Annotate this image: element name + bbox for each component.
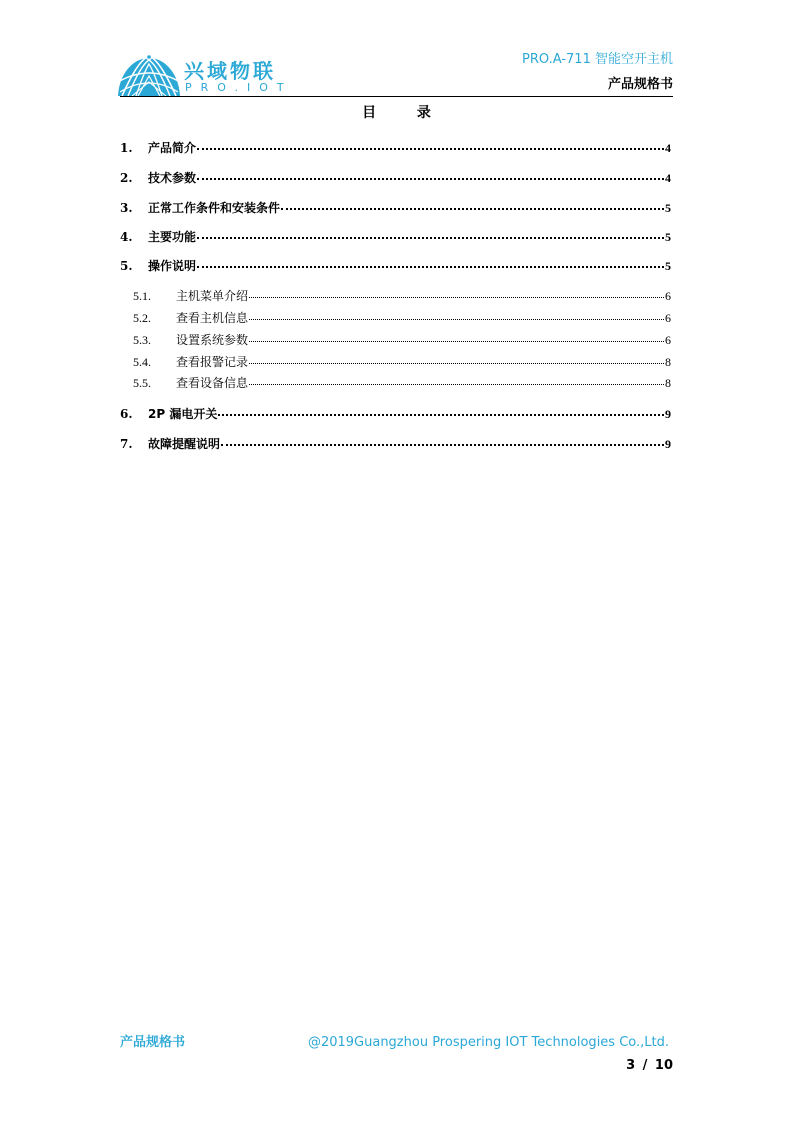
- toc-entry-4[interactable]: [120, 229, 671, 245]
- toc-entry-label: 产品简介: [148, 141, 197, 155]
- toc-dot-leader: [249, 363, 664, 364]
- toc-entry-number: 4.: [120, 230, 133, 244]
- footer-document-type: 产品规格书: [120, 1035, 186, 1050]
- toc-entry-page: 6: [665, 333, 671, 347]
- toc-entry-5-1[interactable]: [120, 288, 671, 304]
- toc-entry-5-2[interactable]: [120, 310, 671, 326]
- toc-entry-5[interactable]: [120, 258, 671, 274]
- toc-title: 目 录: [362, 105, 449, 121]
- toc-dot-leader: [249, 319, 664, 320]
- page-number: 3 / 10: [626, 1058, 673, 1073]
- toc-entry-label: 2P 漏电开关: [148, 407, 218, 421]
- toc-dot-leader: [221, 444, 664, 446]
- toc-entry-number: 3.: [120, 201, 133, 215]
- toc-entry-7[interactable]: [120, 436, 671, 452]
- logo-english-text: PRO.IOT: [185, 81, 293, 94]
- toc-entry-page: 5: [665, 201, 671, 215]
- toc-entry-label: 操作说明: [148, 259, 197, 273]
- toc-dot-leader: [249, 341, 664, 342]
- toc-entry-page: 6: [665, 289, 671, 303]
- toc-entry-page: 4: [665, 141, 671, 155]
- logo-chinese-text: 兴域物联: [184, 59, 276, 83]
- toc-entry-6[interactable]: [120, 406, 671, 422]
- company-logo: [118, 52, 293, 96]
- toc-entry-label: 故障提醒说明: [148, 437, 221, 451]
- toc-entry-label: 查看主机信息: [176, 311, 249, 325]
- toc-entry-page: 8: [665, 355, 671, 369]
- document-type: 产品规格书: [607, 77, 673, 92]
- toc-entry-number: 1.: [120, 141, 133, 155]
- toc-entry-label: 设置系统参数: [176, 333, 249, 347]
- footer-copyright: @2019Guangzhou Prospering IOT Technologies Co.,Ltd.: [307, 1035, 669, 1050]
- toc-entry-3[interactable]: [120, 200, 671, 216]
- toc-entry-5-5[interactable]: [120, 375, 671, 391]
- toc-entry-number: 2.: [120, 171, 133, 185]
- toc-entry-page: 5: [665, 230, 671, 244]
- product-title: PRO.A-711 智能空开主机: [522, 52, 673, 67]
- toc-dot-leader: [197, 178, 664, 180]
- toc-entry-number: 5.1.: [133, 289, 151, 303]
- toc-entry-page: 8: [665, 376, 671, 390]
- toc-dot-leader: [281, 208, 664, 210]
- toc-entry-number: 6.: [120, 407, 133, 421]
- toc-entry-5-4[interactable]: [120, 354, 671, 370]
- toc-entry-label: 查看报警记录: [176, 355, 249, 369]
- toc-entry-5-3[interactable]: [120, 332, 671, 348]
- toc-dot-leader: [218, 414, 664, 416]
- toc-entry-page: 5: [665, 259, 671, 273]
- toc-entry-page: 9: [665, 407, 671, 421]
- globe-arcs-logo-icon: [118, 52, 180, 96]
- toc-entry-label: 正常工作条件和安装条件: [148, 201, 281, 215]
- toc-entry-number: 5.2.: [133, 311, 151, 325]
- toc-entry-number: 5.5.: [133, 376, 151, 390]
- toc-entry-number: 7.: [120, 437, 133, 451]
- toc-entry-number: 5.: [120, 259, 133, 273]
- toc-entry-2[interactable]: [120, 170, 671, 186]
- toc-entry-number: 5.4.: [133, 355, 151, 369]
- toc-entry-label: 技术参数: [148, 171, 197, 185]
- toc-entry-number: 5.3.: [133, 333, 151, 347]
- page-header: [0, 0, 793, 100]
- toc-dot-leader: [197, 148, 664, 150]
- toc-entry-label: 主机菜单介绍: [176, 289, 249, 303]
- toc-entry-label: 查看设备信息: [176, 376, 249, 390]
- header-divider: [120, 96, 673, 97]
- toc-dot-leader: [197, 266, 664, 268]
- toc-dot-leader: [197, 237, 664, 239]
- toc-entry-page: 4: [665, 171, 671, 185]
- toc-dot-leader: [249, 384, 664, 385]
- toc-dot-leader: [249, 297, 664, 298]
- toc-entry-1[interactable]: [120, 140, 671, 156]
- toc-entry-label: 主要功能: [148, 230, 197, 244]
- toc-entry-page: 6: [665, 311, 671, 325]
- toc-entry-page: 9: [665, 437, 671, 451]
